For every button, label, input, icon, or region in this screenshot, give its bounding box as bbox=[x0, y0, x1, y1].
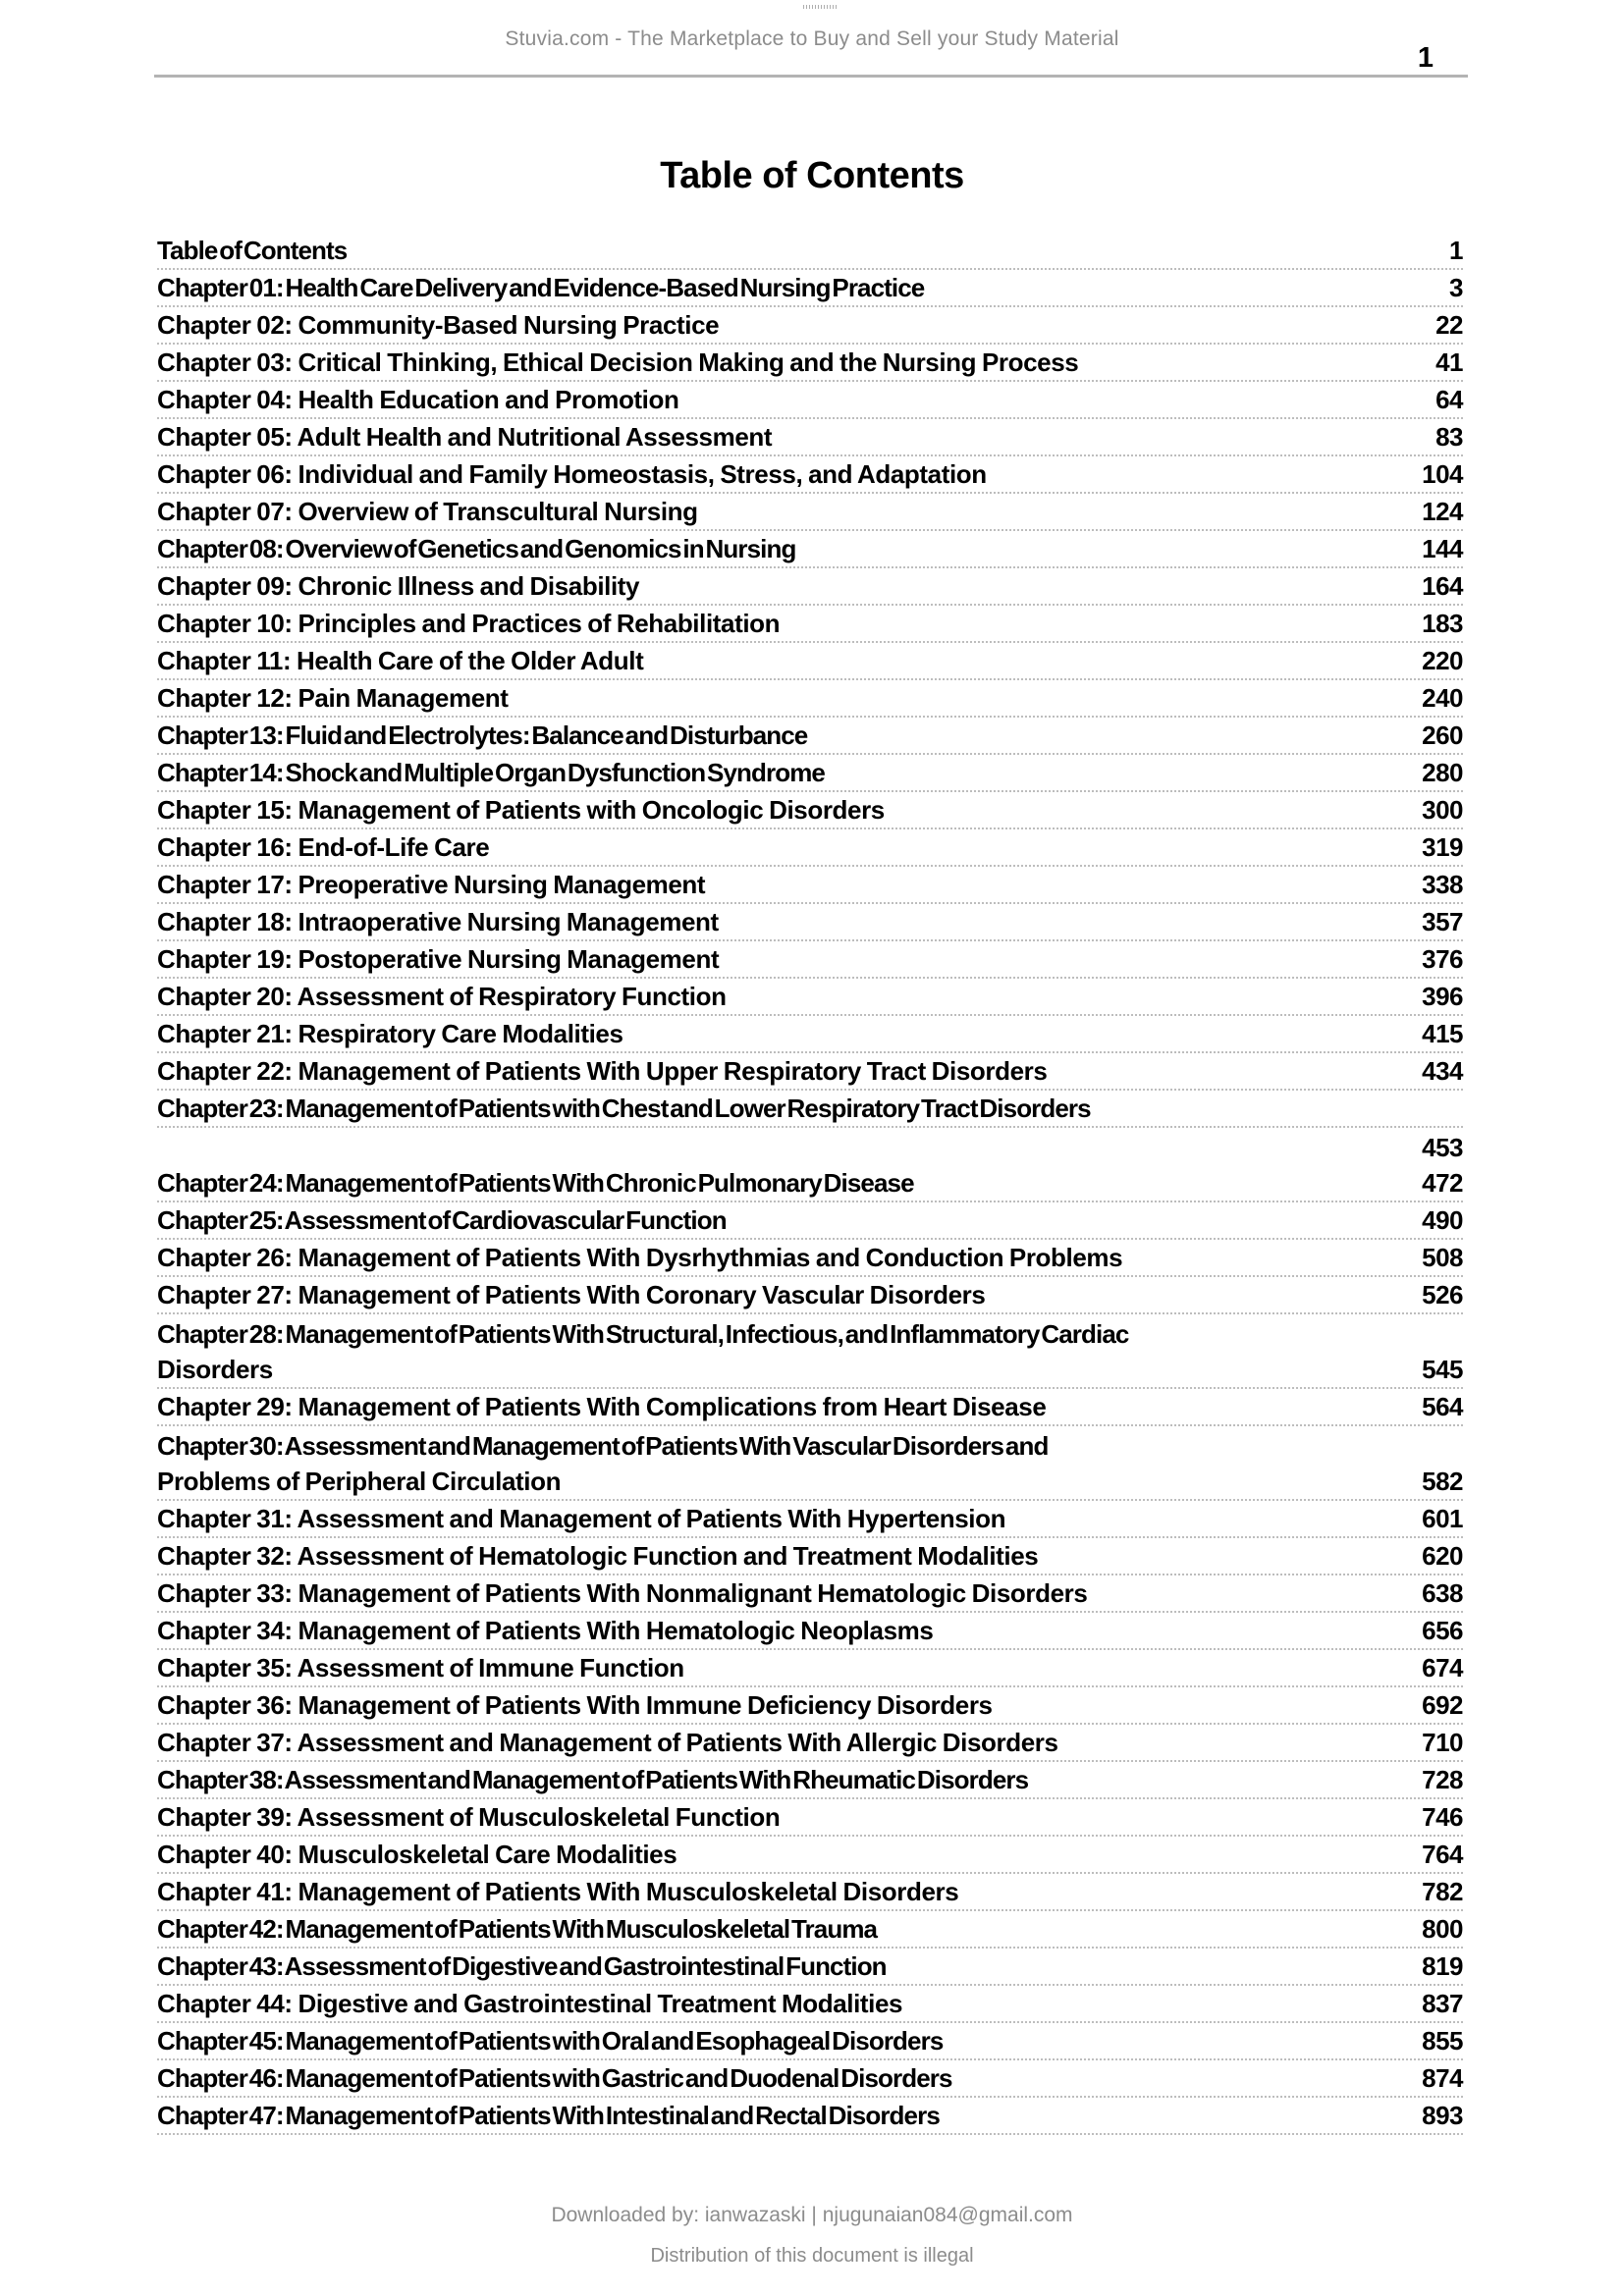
toc-entry bbox=[157, 1613, 1463, 1650]
toc-entry-page: 22 bbox=[1435, 310, 1463, 340]
toc-entry-title: Chapter 02: Community-Based Nursing Practice bbox=[157, 310, 720, 340]
toc-entry-title: Chapter 06: Individual and Family Homeostasis, Stress, and Adaptation bbox=[157, 459, 987, 489]
toc-entry-title: Chapter 24: Management of Patients With Chronic Pulmonary Disease bbox=[157, 1168, 914, 1198]
toc-entry bbox=[157, 2060, 1463, 2098]
toc-entry-title: Chapter 03: Critical Thinking, Ethical Decision Making and the Nursing Process bbox=[157, 347, 1079, 377]
toc-entry-title: Chapter 44: Digestive and Gastrointestinal Treatment Modalities bbox=[157, 1989, 903, 2018]
toc-entry-title: Chapter 11: Health Care of the Older Adult bbox=[157, 646, 644, 675]
toc-entry bbox=[157, 904, 1463, 941]
toc-entry bbox=[157, 979, 1463, 1016]
toc-entry bbox=[157, 1389, 1463, 1426]
toc-entry bbox=[157, 1314, 1463, 1352]
toc-entry bbox=[157, 270, 1463, 307]
toc-entry bbox=[157, 531, 1463, 568]
toc-entry-page: 357 bbox=[1422, 907, 1463, 936]
toc-entry bbox=[157, 606, 1463, 643]
toc-entry-page: 855 bbox=[1422, 2026, 1463, 2056]
toc-entry bbox=[157, 1986, 1463, 2023]
toc-entry-page: 64 bbox=[1435, 385, 1463, 414]
toc-entry-page: 83 bbox=[1435, 422, 1463, 452]
page-title: Table of Contents bbox=[660, 155, 964, 196]
toc-entry-title: Disorders bbox=[157, 1355, 273, 1384]
toc-entry bbox=[157, 1837, 1463, 1874]
toc-entry-title: Chapter 09: Chronic Illness and Disability bbox=[157, 571, 640, 601]
toc-entry-title: Chapter 42: Management of Patients With Musculoskeletal Trauma bbox=[157, 1914, 878, 1944]
toc-entry-title: Chapter 35: Assessment of Immune Function bbox=[157, 1653, 684, 1682]
toc-entry-page: 582 bbox=[1422, 1467, 1463, 1496]
toc-entry-title: Chapter 22: Management of Patients With Upper Respiratory Tract Disorders bbox=[157, 1056, 1048, 1086]
toc-entry bbox=[157, 680, 1463, 718]
toc-entry bbox=[157, 1911, 1463, 1949]
toc-entry-title: Chapter 10: Principles and Practices of Rehabilitation bbox=[157, 609, 781, 638]
toc-entry bbox=[157, 755, 1463, 792]
toc-entry bbox=[157, 2098, 1463, 2135]
toc-entry-title: Chapter 32: Assessment of Hematologic Function and Treatment Modalities bbox=[157, 1541, 1039, 1571]
toc-entry-page: 490 bbox=[1422, 1205, 1463, 1235]
toc-entry-title: Chapter 15: Management of Patients with Oncologic Disorders bbox=[157, 795, 885, 825]
toc-entry bbox=[157, 307, 1463, 345]
toc-entry-title: Chapter 34: Management of Patients With Hematologic Neoplasms bbox=[157, 1616, 934, 1645]
toc-entry-page: 620 bbox=[1422, 1541, 1463, 1571]
toc-entry-page: 782 bbox=[1422, 1877, 1463, 1906]
toc-entry bbox=[157, 419, 1463, 456]
toc-entry bbox=[157, 829, 1463, 867]
toc-entry bbox=[157, 1725, 1463, 1762]
toc-entry-page: 601 bbox=[1422, 1504, 1463, 1533]
toc-entry-page: 396 bbox=[1422, 982, 1463, 1011]
toc-entry-page: 638 bbox=[1422, 1578, 1463, 1608]
toc-entry-title: Chapter 27: Management of Patients With Coronary Vascular Disorders bbox=[157, 1280, 986, 1309]
toc-entry-title: Chapter 29: Management of Patients With Complications from Heart Disease bbox=[157, 1392, 1047, 1421]
toc-entry-title: Chapter 08: Overview of Genetics and Genomics in Nursing bbox=[157, 534, 796, 563]
toc-entry-title: Chapter 39: Assessment of Musculoskeletal Function bbox=[157, 1802, 781, 1832]
toc-entry-page: 124 bbox=[1422, 497, 1463, 526]
header-site-text: Stuvia.com - The Marketplace to Buy and Sell your Study Material bbox=[505, 27, 1119, 50]
toc-entry-page: 280 bbox=[1422, 758, 1463, 787]
toc-entry-page: 656 bbox=[1422, 1616, 1463, 1645]
toc-entry-page: 338 bbox=[1422, 870, 1463, 899]
toc-entry bbox=[157, 1874, 1463, 1911]
toc-entry-page: 800 bbox=[1422, 1914, 1463, 1944]
toc-entry bbox=[157, 1277, 1463, 1314]
toc-entry bbox=[157, 1053, 1463, 1091]
toc-entry bbox=[157, 718, 1463, 755]
toc-entry bbox=[157, 1464, 1463, 1501]
toc-entry-page: 564 bbox=[1422, 1392, 1463, 1421]
toc-entry-page: 453 bbox=[1422, 1133, 1463, 1162]
toc-entry-page: 819 bbox=[1422, 1951, 1463, 1981]
toc-entry bbox=[157, 1799, 1463, 1837]
toc-entry bbox=[157, 1762, 1463, 1799]
toc-entry-title: Chapter 37: Assessment and Management of Patients With Allergic Disorders bbox=[157, 1728, 1058, 1757]
toc-entry bbox=[157, 1426, 1463, 1464]
toc-entry bbox=[157, 1650, 1463, 1687]
toc-entry-title: Chapter 07: Overview of Transcultural Nursing bbox=[157, 497, 698, 526]
toc-entry-page: 526 bbox=[1422, 1280, 1463, 1309]
toc-entry-title: Chapter 45: Management of Patients with Oral and Esophageal Disorders bbox=[157, 2026, 944, 2056]
toc-entry bbox=[157, 792, 1463, 829]
toc-entry bbox=[157, 1091, 1463, 1128]
toc-entry-page: 837 bbox=[1422, 1989, 1463, 2018]
toc-entry-page: 746 bbox=[1422, 1802, 1463, 1832]
toc-entry-title: Chapter 30: Assessment and Management of Patients With Vascular Disorders and bbox=[157, 1431, 1049, 1461]
toc-entry bbox=[157, 494, 1463, 531]
toc-entry-title: Chapter 14: Shock and Multiple Organ Dysfunction Syndrome bbox=[157, 758, 825, 787]
toc-entry-title: Chapter 47: Management of Patients With Intestinal and Rectal Disorders bbox=[157, 2101, 940, 2130]
toc-entry-title: Chapter 05: Adult Health and Nutritional Assessment bbox=[157, 422, 773, 452]
toc-entry-page: 415 bbox=[1422, 1019, 1463, 1048]
toc-entry bbox=[157, 1352, 1463, 1389]
footer-warning: Distribution of this document is illegal bbox=[650, 2245, 974, 2267]
toc-entry-page: 41 bbox=[1435, 347, 1463, 377]
toc-entry-page: 728 bbox=[1422, 1765, 1463, 1794]
toc-entry-page: 1 bbox=[1449, 236, 1463, 265]
footer-downloaded-by: Downloaded by: ianwazaski | njugunaian084@gmail.com bbox=[551, 2204, 1073, 2226]
toc-entry-page: 104 bbox=[1422, 459, 1463, 489]
toc-entry bbox=[157, 233, 1463, 270]
toc-entry-title: Chapter 23: Management of Patients with Chest and Lower Respiratory Tract Disorders bbox=[157, 1094, 1091, 1123]
toc-entry bbox=[157, 941, 1463, 979]
toc-entry-page: 674 bbox=[1422, 1653, 1463, 1682]
toc-entry bbox=[157, 867, 1463, 904]
toc-entry-title: Table of Contents bbox=[157, 236, 348, 265]
toc-entry bbox=[157, 2023, 1463, 2060]
toc-entry bbox=[157, 456, 1463, 494]
toc-entry bbox=[157, 382, 1463, 419]
toc-entry-page: 240 bbox=[1422, 683, 1463, 713]
toc-entry-title: Chapter 16: End-of-Life Care bbox=[157, 832, 490, 862]
header-divider bbox=[154, 75, 1468, 78]
toc-entry-title: Chapter 26: Management of Patients With Dysrhythmias and Conduction Problems bbox=[157, 1243, 1123, 1272]
toc-entry bbox=[157, 568, 1463, 606]
toc-entry-title: Chapter 38: Assessment and Management of Patients With Rheumatic Disorders bbox=[157, 1765, 1029, 1794]
toc-entry-title: Chapter 25: Assessment of Cardiovascular Function bbox=[157, 1205, 727, 1235]
toc-entry-page: 545 bbox=[1422, 1355, 1463, 1384]
toc-entry-title: Chapter 12: Pain Management bbox=[157, 683, 509, 713]
toc-entry-page: 376 bbox=[1422, 944, 1463, 974]
toc-entry-title: Chapter 40: Musculoskeletal Care Modalities bbox=[157, 1840, 677, 1869]
toc-entry bbox=[157, 1949, 1463, 1986]
toc-entry-title: Chapter 33: Management of Patients With Nonmalignant Hematologic Disorders bbox=[157, 1578, 1088, 1608]
toc-entry-page: 434 bbox=[1422, 1056, 1463, 1086]
toc-entry-title: Chapter 21: Respiratory Care Modalities bbox=[157, 1019, 623, 1048]
toc-entry bbox=[157, 1501, 1463, 1538]
toc-entry-title: Chapter 13: Fluid and Electrolytes: Balance and Disturbance bbox=[157, 721, 808, 750]
toc-list bbox=[157, 233, 1463, 2135]
toc-entry-page: 260 bbox=[1422, 721, 1463, 750]
illegible-micro-text bbox=[803, 5, 837, 9]
toc-entry-title: Chapter 01: Health Care Delivery and Evidence-Based Nursing Practice bbox=[157, 273, 925, 302]
toc-entry bbox=[157, 1128, 1463, 1165]
toc-entry-title: Chapter 43: Assessment of Digestive and Gastrointestinal Function bbox=[157, 1951, 887, 1981]
toc-entry bbox=[157, 1687, 1463, 1725]
toc-entry-page: 220 bbox=[1422, 646, 1463, 675]
toc-entry-page: 764 bbox=[1422, 1840, 1463, 1869]
toc-entry-page: 508 bbox=[1422, 1243, 1463, 1272]
toc-entry-title: Chapter 04: Health Education and Promotion bbox=[157, 385, 679, 414]
toc-entry-page: 472 bbox=[1422, 1168, 1463, 1198]
toc-entry-title: Chapter 18: Intraoperative Nursing Management bbox=[157, 907, 719, 936]
toc-entry bbox=[157, 643, 1463, 680]
toc-entry-page: 3 bbox=[1449, 273, 1463, 302]
toc-entry bbox=[157, 1240, 1463, 1277]
toc-entry-page: 893 bbox=[1422, 2101, 1463, 2130]
toc-entry-page: 144 bbox=[1422, 534, 1463, 563]
toc-entry-title: Chapter 19: Postoperative Nursing Management bbox=[157, 944, 720, 974]
toc-entry-page: 183 bbox=[1422, 609, 1463, 638]
toc-entry-title: Chapter 17: Preoperative Nursing Management bbox=[157, 870, 706, 899]
header-page-number: 1 bbox=[1417, 42, 1434, 74]
toc-entry bbox=[157, 1165, 1463, 1202]
toc-entry-page: 300 bbox=[1422, 795, 1463, 825]
toc-entry-title: Chapter 36: Management of Patients With Immune Deficiency Disorders bbox=[157, 1690, 993, 1720]
toc-entry-title: Chapter 31: Assessment and Management of Patients With Hypertension bbox=[157, 1504, 1006, 1533]
toc-entry-title: Problems of Peripheral Circulation bbox=[157, 1467, 562, 1496]
toc-entry-title: Chapter 41: Management of Patients With Musculoskeletal Disorders bbox=[157, 1877, 959, 1906]
toc-entry bbox=[157, 1016, 1463, 1053]
toc-entry bbox=[157, 1538, 1463, 1575]
toc-entry-page: 692 bbox=[1422, 1690, 1463, 1720]
toc-entry bbox=[157, 345, 1463, 382]
toc-entry-title: Chapter 20: Assessment of Respiratory Function bbox=[157, 982, 727, 1011]
toc-entry-page: 874 bbox=[1422, 2063, 1463, 2093]
toc-entry-title: Chapter 28: Management of Patients With Structural, Infectious, and Inflammatory Cardiac bbox=[157, 1319, 1129, 1349]
toc-entry bbox=[157, 1575, 1463, 1613]
toc-entry bbox=[157, 1202, 1463, 1240]
toc-entry-page: 164 bbox=[1422, 571, 1463, 601]
toc-entry-page: 319 bbox=[1422, 832, 1463, 862]
toc-entry-page: 710 bbox=[1422, 1728, 1463, 1757]
toc-entry-title: Chapter 46: Management of Patients with Gastric and Duodenal Disorders bbox=[157, 2063, 952, 2093]
